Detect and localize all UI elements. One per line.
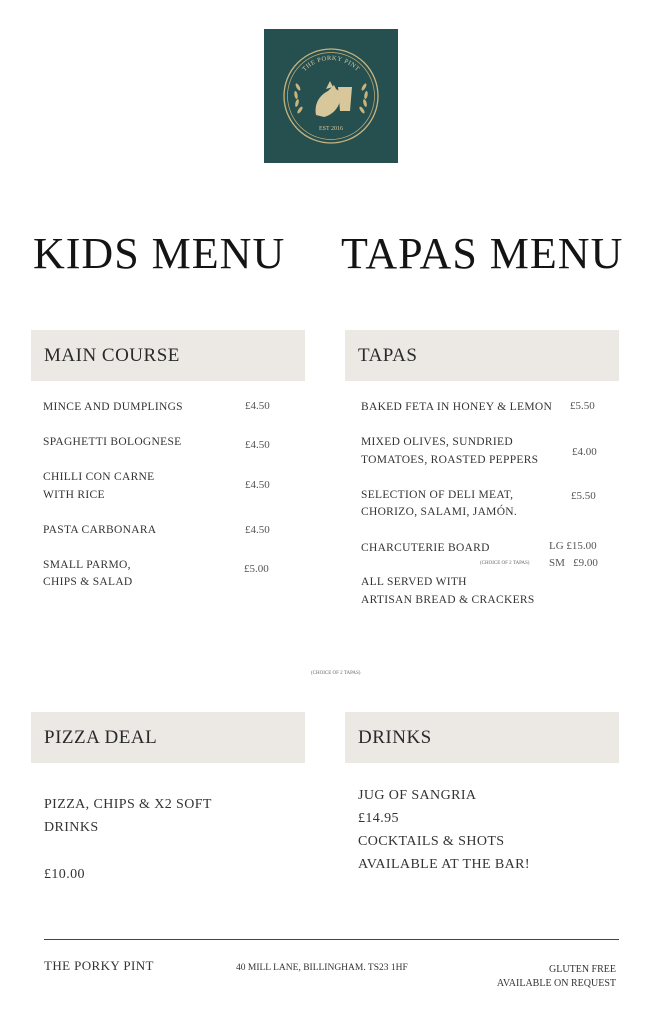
menu-item-line2: WITH RICE	[43, 489, 105, 501]
drinks-header	[345, 712, 619, 763]
served-with-line2: ARTISAN BREAD & CRACKERS	[361, 594, 535, 606]
footer-divider	[44, 939, 619, 940]
menu-item-price: £4.50	[245, 400, 270, 412]
tapas-item-line2: CHORIZO, SALAMI, JAMÓN.	[361, 506, 518, 518]
tapas-item-price: £5.50	[571, 490, 596, 502]
drinks-line3: COCKTAILS & SHOTS	[358, 834, 505, 849]
center-choice-note: (CHOICE OF 2 TAPAS)	[311, 671, 361, 676]
drinks-line2: £14.95	[358, 811, 399, 826]
menu-item-price: £4.50	[245, 479, 270, 491]
charcuterie-item: CHARCUTERIE BOARD	[361, 542, 490, 554]
porky-pint-logo	[264, 29, 398, 163]
logo-est-text: EST 2016	[318, 126, 344, 132]
wreath-left-icon	[294, 83, 304, 114]
menu-item-price: £5.00	[244, 563, 269, 575]
kids-menu-title: KIDS MENU	[33, 229, 286, 278]
pizza-line1: PIZZA, CHIPS & X2 SOFT	[44, 797, 212, 812]
pizza-line2: DRINKS	[44, 820, 99, 835]
charcuterie-note: (CHOICE OF 2 TAPAS)	[480, 561, 530, 566]
footer-address: 40 MILL LANE, BILLINGHAM. TS23 1HF	[236, 963, 408, 973]
tapas-item: BAKED FETA IN HONEY & LEMON	[361, 401, 553, 413]
drinks-line4: AVAILABLE AT THE BAR!	[358, 857, 530, 872]
main-course-heading: MAIN COURSE	[44, 344, 180, 366]
drinks-line1: JUG OF SANGRIA	[358, 788, 477, 803]
tapas-menu-title: TAPAS MENU	[341, 229, 624, 278]
pizza-deal-header	[31, 712, 305, 763]
charcuterie-large-price: LG £15.00	[549, 540, 597, 552]
logo	[264, 29, 398, 163]
menu-item-price: £4.50	[245, 524, 270, 536]
pig-pint-icon	[316, 81, 352, 117]
tapas-header	[345, 330, 619, 381]
menu-item: SPAGHETTI BOLOGNESE	[43, 436, 182, 448]
wreath-right-icon	[358, 83, 368, 114]
footer-gluten-line1: GLUTEN FREE	[549, 964, 616, 975]
footer-name: THE PORKY PINT	[44, 958, 154, 973]
menu-item-line2: CHIPS & SALAD	[43, 576, 133, 588]
menu-item: CHILLI CON CARNE	[43, 471, 155, 483]
menu-item: SMALL PARMO,	[43, 559, 131, 571]
tapas-item-price: £5.50	[570, 400, 595, 412]
tapas-item: MIXED OLIVES, SUNDRIED	[361, 436, 513, 448]
menu-item: MINCE AND DUMPLINGS	[43, 401, 183, 413]
pizza-price: £10.00	[44, 867, 85, 882]
footer-gluten-line2: AVAILABLE ON REQUEST	[496, 978, 616, 989]
drinks-heading: DRINKS	[358, 726, 432, 748]
pizza-deal-heading: PIZZA DEAL	[44, 726, 158, 748]
served-with-line1: ALL SERVED WITH	[361, 576, 467, 588]
main-course-header	[31, 330, 305, 381]
charcuterie-small-price: SM £9.00	[549, 557, 598, 569]
tapas-item-line2: TOMATOES, ROASTED PEPPERS	[361, 454, 539, 466]
tapas-item: SELECTION OF DELI MEAT,	[361, 489, 514, 501]
logo-name-text: THE PORKY PINT	[301, 54, 361, 73]
tapas-item-price: £4.00	[572, 446, 597, 458]
menu-item-price: £4.50	[245, 439, 270, 451]
tapas-heading: TAPAS	[358, 344, 418, 366]
menu-item: PASTA CARBONARA	[43, 524, 157, 536]
footer-gluten	[497, 963, 616, 991]
